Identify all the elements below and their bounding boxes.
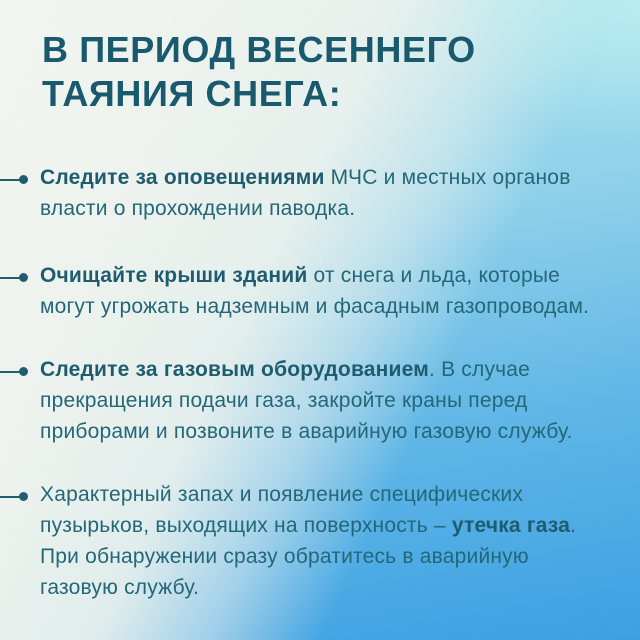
list-item [0, 162, 640, 224]
bullet-line-icon [0, 496, 20, 498]
list-item [0, 354, 640, 447]
bullet-line-icon [0, 179, 20, 181]
bullet-text-segment: пузырьков, выходящих на поверхность – [40, 514, 452, 537]
bullet-line-icon [0, 371, 20, 373]
bullet-marker-icon [0, 171, 28, 189]
page-title-line-2: ТАЯНИЯ СНЕГА: [42, 73, 342, 114]
bullet-text-segment: могут угрожать надземным и фасадным газопроводам. [40, 295, 590, 318]
bullet-text-bold: Следите за газовым оборудованием [40, 358, 429, 381]
bullet-text-segment: . В случае [429, 358, 531, 381]
bullet-text-segment: от снега и льда, которые [307, 264, 560, 287]
bullet-text-segment: Характерный запах и появление специфических [40, 483, 524, 506]
bullet-text-segment: При обнаружении сразу обратитесь в аварийную [40, 545, 529, 568]
list-item [0, 260, 640, 322]
bullet-text-bold: утечка газа [451, 514, 571, 537]
bullet-marker-icon [0, 363, 28, 381]
bullet-text [40, 354, 620, 447]
bullet-dot-icon [19, 367, 28, 376]
bullet-dot-icon [19, 273, 28, 282]
list-item [0, 479, 640, 603]
page-title-line-1: В ПЕРИОД ВЕСЕННЕГО [42, 29, 476, 70]
bullet-text-segment: приборами и позвоните в аварийную газовую службу. [40, 420, 573, 443]
bullet-text-segment: . [570, 514, 577, 537]
bullet-text-segment: власти о прохождении паводка. [40, 197, 356, 220]
bullet-text [40, 162, 620, 224]
bullet-text-segment: МЧС и местных органов [324, 166, 571, 189]
bullet-line-icon [0, 277, 20, 279]
bullet-dot-icon [19, 175, 28, 184]
bullet-text-bold: Очищайте крыши зданий [40, 264, 308, 287]
bullet-marker-icon [0, 488, 28, 506]
bullet-text [40, 479, 620, 603]
bullet-text-bold: Следите за оповещениями [40, 166, 325, 189]
bullet-dot-icon [19, 492, 28, 501]
bullet-text-segment: прекращения подачи газа, закройте краны перед [40, 389, 528, 412]
bullet-text [40, 260, 620, 322]
page-title [42, 28, 476, 116]
bullet-marker-icon [0, 269, 28, 287]
bullet-text-segment: газовую службу. [40, 576, 200, 599]
